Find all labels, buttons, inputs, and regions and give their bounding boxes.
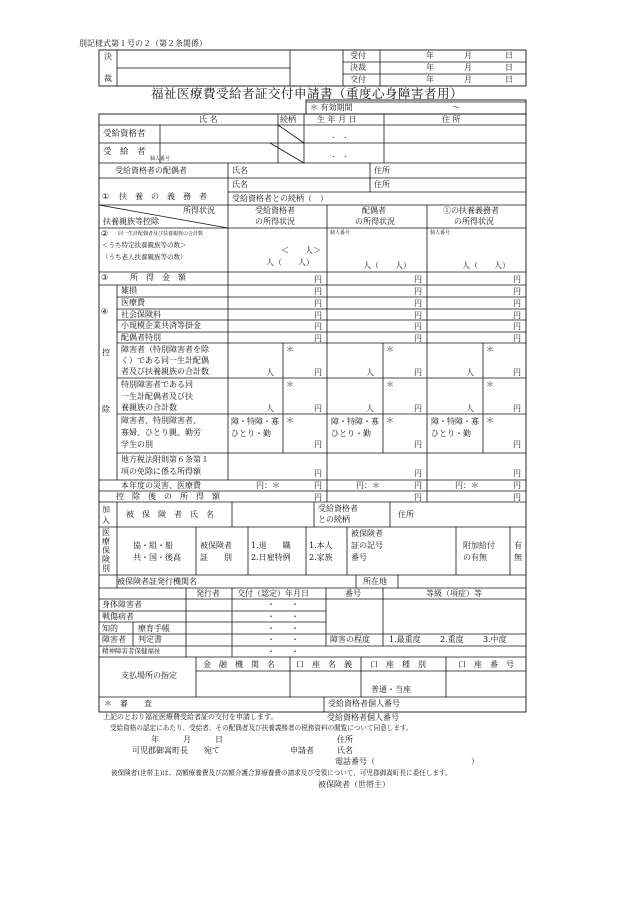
person-unit: 人 [366, 404, 374, 413]
person-unit: 人 [466, 404, 474, 413]
deduction-spouse: 配偶者特別 [121, 333, 161, 342]
ins-extra-1: 附加給付 [463, 541, 495, 550]
star-mark: ＊ [286, 345, 294, 354]
yen-unit: 円 [314, 469, 322, 478]
footer-insured: 被保険者（世帯主） [318, 780, 390, 789]
star-mark: ＊ [386, 380, 394, 389]
cert-grade-2: 2.重度 [440, 635, 464, 644]
form-reference: 別記様式第１号の２（第２条関係） [79, 39, 207, 48]
col-address: 住 所 [442, 115, 461, 124]
yen-unit: 円 [314, 299, 322, 308]
decision-year: 年 [426, 63, 434, 72]
cert-war: 戦傷病者 [102, 612, 134, 621]
yen-unit: 円 [314, 493, 322, 502]
yen-unit: 円 [513, 493, 521, 502]
relation-line2: との続柄 [318, 515, 350, 524]
yen-unit: 円 [513, 299, 521, 308]
disability-type-options-2: ひとり・勤 [431, 429, 471, 438]
recipient-label: 受給資格者 [103, 129, 146, 139]
yen-unit: 円 [414, 469, 422, 478]
footer-addressee: 可児郡御嵩町長 宛て [132, 746, 220, 755]
obligor-name-label: 氏名 [232, 180, 248, 189]
issuer-label: 被保険者証発行機関名 [117, 577, 197, 586]
yen-unit: 円 [414, 322, 422, 331]
ins-v-5: 別 [102, 564, 110, 573]
insured-address-label: 住所 [398, 510, 414, 519]
row2-obligor-id-label: 個人番号 [430, 230, 451, 236]
obligor-relation-label: 受給資格者との続柄（ ） [232, 194, 328, 203]
col-name: 氏 名 [199, 115, 218, 124]
beneficiary-birth-dots: ． ． [332, 150, 352, 159]
yen-unit: 円 [414, 481, 422, 490]
obligor-address-label: 住所 [374, 180, 390, 189]
cert-issuer-label: 発行者 [196, 589, 220, 598]
disability-type-options: 障・特障・寡 [331, 417, 379, 426]
receipt-month: 月 [464, 51, 472, 60]
deduction-medical: 医療費 [121, 298, 145, 307]
dependents-label: 扶養親族等控除 [103, 217, 159, 226]
income-col3-label: ①の扶養義務者 [443, 206, 499, 215]
col-relation: 続柄 [280, 115, 296, 124]
yen-unit: 円 [513, 322, 521, 331]
yen-unit: 円 [414, 287, 422, 296]
validity-tilde: ～ [452, 103, 460, 112]
yen-unit: 円 [314, 404, 322, 413]
decision-day: 日 [505, 63, 513, 72]
cert-mental: 精神障害者保健福祉 [102, 647, 161, 655]
deductions-num: ④ [101, 307, 109, 316]
deduction-social: 社会保険料 [121, 310, 161, 319]
star-mark: ＊ [386, 416, 394, 425]
footer-consent: 受給資格の認定にあたり、受給者、その配偶者及び扶養義務者の税務資料の閲覧について同意します。 [110, 724, 413, 732]
yen-unit: 円 [414, 334, 422, 343]
payment-kind-label: 口 座 種 別 [370, 660, 426, 669]
yen-unit: 円 [513, 334, 521, 343]
footer-name: 氏名 [337, 746, 353, 755]
spouse-address-label: 住所 [374, 166, 390, 175]
cert-date-label: 交付（認定）年月日 [237, 589, 309, 598]
ins-extra-2: の有無 [463, 553, 487, 562]
yen-unit: 円 [513, 287, 521, 296]
dis2-line1: 特別障害者である同 [121, 380, 193, 389]
footer-applicant: 申請者 [290, 746, 314, 755]
yen-star-mark: 円：＊ [256, 481, 280, 490]
disaster-label: 本年度の災害、医療費 [121, 481, 201, 490]
yen-unit: 円 [513, 275, 521, 284]
cert-dots-2: ・ ・ [267, 612, 299, 621]
joined-kanji-1: 加 [102, 505, 110, 514]
footer-apply-id: 受給資格者個人番号 [327, 713, 399, 722]
decision-month: 月 [464, 63, 472, 72]
yen-star-mark: 円：＊ [455, 481, 479, 490]
row2-line3: （うち老人扶養親族等の数） [102, 253, 187, 261]
col-birth: 生 年 月 日 [317, 115, 357, 124]
cert-grade-label: 等級（項症）等 [426, 589, 482, 598]
cert-handbook: 療育手帳 [138, 624, 170, 633]
yen-unit: 円 [314, 322, 322, 331]
yen-unit: 円 [314, 311, 322, 320]
review-id-label: 受給資格者個人番号 [328, 699, 400, 708]
ins-symbol-2: 証の記号 [351, 541, 383, 550]
row2-line2: ＜うち特定扶養親族等の数＞ [102, 241, 187, 249]
cert-physical: 身体障害者 [102, 600, 142, 609]
star-mark: ＊ [486, 345, 494, 354]
ins-dayworker: 2.日雇特例 [251, 553, 291, 562]
income-status-label: 所得状況 [183, 206, 215, 215]
footer-date: 年 月 日 [151, 735, 223, 744]
dis1-line1: 障害者（特別障害者を除 [121, 345, 209, 354]
cert-intellectual-1: 知的 [102, 624, 118, 633]
yen-unit: 円 [414, 368, 422, 377]
person-unit: 人 [366, 368, 374, 377]
issue-year: 年 [426, 75, 434, 84]
review-label: ＊ 審 査 [104, 699, 152, 708]
income-col1-sub: の所得状況 [255, 217, 295, 226]
footer-phone: 電話番号（ ） [335, 757, 479, 766]
local-tax-line2: 項の免除に係る所得額 [121, 467, 201, 476]
payment-bank-label: 金 融 機 関 名 [203, 660, 275, 669]
validity-label: ＊ 有効期間 [310, 103, 353, 112]
cert-dots-1: ・ ・ [267, 600, 299, 609]
yen-unit: 円 [314, 440, 322, 449]
yen-unit: 円 [314, 287, 322, 296]
cert-number-label: 番号 [345, 589, 361, 598]
person-unit: 人 [466, 368, 474, 377]
recipient-birth-dots: ． ． [332, 131, 352, 140]
local-tax-line1: 地方税法附則第６条第１ [121, 455, 209, 464]
row2-persons-c3: 人（ 人） [462, 261, 510, 270]
disability-type-options: 障・特障・寡 [431, 417, 479, 426]
income-col2-sub: の所得状況 [355, 217, 395, 226]
deductions-kanji-1: 控 [102, 348, 110, 357]
insured-name-label: 被 保 険 者 氏 名 [126, 510, 214, 519]
ins-self: 1.本人 [309, 541, 333, 550]
payment-types: 普通・当座 [371, 685, 411, 694]
yen-unit: 円 [513, 311, 521, 320]
yen-unit: 円 [513, 481, 521, 490]
receipt-day: 日 [505, 51, 513, 60]
yen-unit: 円 [513, 440, 521, 449]
yen-unit: 円 [414, 404, 422, 413]
dis2-line3: 養親族の合計数 [121, 403, 177, 412]
income-col3-sub: の所得状況 [454, 217, 494, 226]
row3-num: ③ [101, 273, 109, 282]
income-col1-label: 受給資格者 [255, 206, 295, 215]
ins-type-2: 証 別 [200, 553, 232, 562]
footer-apply: 上記のとおり福祉医療費受給者証の交付を申請します。 [103, 713, 278, 721]
footer-address: 住所 [337, 735, 353, 744]
row2-persons-c1: 人（ 人） [266, 258, 314, 267]
yen-unit: 円 [414, 311, 422, 320]
dis1-line2: く）である同一生計配偶 [121, 356, 209, 365]
cert-grade-1: 1.最重度 [389, 635, 421, 644]
ins-v-2: 療 [102, 537, 110, 546]
obligor-label: 扶 養 の 義 務 者 [119, 192, 207, 201]
yen-unit: 円 [414, 299, 422, 308]
payment-label: 支払場所の指定 [121, 671, 177, 680]
cert-judgment: 判定書 [138, 635, 162, 644]
star-mark: ＊ [486, 380, 494, 389]
deduction-smallbiz: 小規模企業共済等掛金 [121, 321, 201, 330]
star-mark: ＊ [286, 416, 294, 425]
cert-intellectual-2: 障害者 [102, 635, 126, 644]
person-unit: 人 [266, 404, 274, 413]
ins-symbol-3: 番号 [351, 553, 367, 562]
disability-type-options: 障・特障・寡 [231, 417, 279, 426]
yen-unit: 円 [314, 275, 322, 284]
row2-spouse-id-label: 個人番号 [330, 230, 351, 236]
yen-unit: 円 [513, 368, 521, 377]
dis1-line3: 者及び扶養親族の合計数 [121, 367, 209, 376]
footer-delegate: 被保険者(世帯主)は、高額療養費及び高額介護合算療養費の請求及び受領について、可児郡御嵩町長に委任します。 [111, 769, 452, 777]
row2-num: ② [101, 229, 109, 238]
beneficiary-id-label: 個人番号 [150, 156, 171, 162]
cert-dots-4: ・ ・ [267, 635, 299, 644]
yen-unit: 円 [414, 493, 422, 502]
dis3-line2: 寡婦、ひとり親、勤労 [121, 428, 201, 437]
ins-symbol-1: 被保険者 [351, 529, 383, 538]
star-mark: ＊ [486, 416, 494, 425]
receipt-year: 年 [426, 51, 434, 60]
dis2-line2: 一生計配偶者及び扶 [121, 392, 193, 401]
payment-holder-label: 口 座 名 義 [296, 660, 352, 669]
issue-label: 交付 [350, 75, 366, 84]
decision-label: 決裁 [350, 63, 366, 72]
income-col2-label: 配偶者 [362, 206, 386, 215]
row2-bracket-count: ＜ 人＞ [281, 246, 321, 255]
issue-month: 月 [464, 75, 472, 84]
disability-type-options-2: ひとり・勤 [231, 429, 271, 438]
ins-no: 無 [514, 553, 522, 562]
ins-v-3: 保 [102, 546, 110, 555]
approval-label-1: 決 [104, 52, 112, 61]
form-title: 福祉医療費受給者証交付申請書（重度心身障害者用） [151, 86, 464, 101]
yen-unit: 円 [513, 469, 521, 478]
relation-line1: 受給資格者 [318, 504, 358, 513]
yen-unit: 円 [414, 440, 422, 449]
ins-family: 2.家族 [309, 553, 333, 562]
cert-dots-3: ・ ・ [267, 624, 299, 633]
row2-line1: 同一生計配偶者及び扶養親族の合計数 [118, 231, 204, 237]
row2-persons-c2: 人（ 人） [363, 261, 411, 270]
spouse-name-label: 氏名 [232, 166, 248, 175]
ins-type-1: 被保険者 [200, 541, 232, 550]
row3-label: 所 得 金 額 [130, 273, 186, 282]
star-mark: ＊ [386, 345, 394, 354]
cert-degree-label: 障害の程度 [330, 635, 370, 644]
dis3-line3: 学生の別 [121, 440, 153, 449]
yen-unit: 円 [414, 275, 422, 284]
deductions-kanji-2: 除 [102, 405, 110, 414]
yen-star-mark: 円：＊ [356, 481, 380, 490]
ins-v-1: 医 [102, 528, 110, 537]
ins-yes: 有 [514, 541, 522, 550]
ins-kinds-2: 共・国・後高 [133, 553, 181, 562]
issue-day: 日 [505, 75, 513, 84]
deduction-misc: 雑損 [121, 286, 137, 295]
ins-kinds-1: 協・組・船 [133, 541, 173, 550]
yen-unit: 円 [314, 368, 322, 377]
ins-retire: 1.退 職 [251, 541, 291, 550]
obligor-num: ① [102, 192, 110, 201]
cert-grade-3: 3.中度 [483, 635, 507, 644]
joined-kanji-2: 入 [102, 516, 110, 525]
receipt-label: 受付 [350, 51, 366, 60]
yen-unit: 円 [314, 481, 322, 490]
star-mark: ＊ [286, 380, 294, 389]
ins-v-4: 険 [102, 555, 110, 564]
disability-type-options-2: ひとり・勤 [331, 429, 371, 438]
payment-number-label: 口 座 番 号 [458, 660, 514, 669]
yen-unit: 円 [314, 334, 322, 343]
spouse-label: 受給資格者の配偶者 [115, 166, 187, 175]
approval-label-2: 裁 [104, 74, 112, 83]
cert-dots-5: ・ ・ [267, 647, 299, 656]
issuer-address-label: 所在地 [363, 577, 387, 586]
beneficiary-label: 受 給 者 [103, 147, 146, 157]
person-unit: 人 [266, 368, 274, 377]
after-deduction-label: 控 除 後 の 所 得 額 [116, 492, 220, 501]
yen-unit: 円 [513, 404, 521, 413]
dis3-line1: 障害者、特別障害者、 [121, 416, 201, 425]
